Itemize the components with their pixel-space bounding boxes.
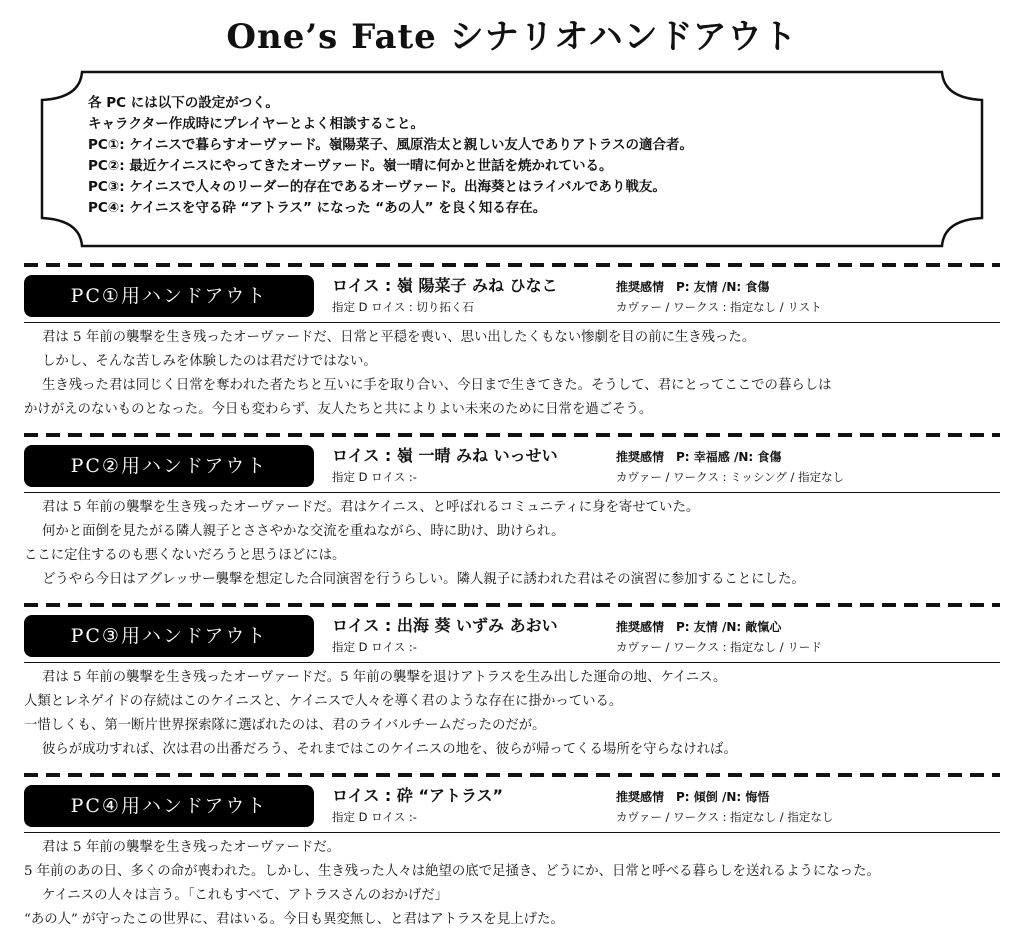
page-title: One’s Fate シナリオハンドアウト bbox=[226, 17, 798, 57]
handout-body bbox=[24, 836, 1004, 932]
body-line: 君は 5 年前の襲撃を生き残ったオーヴァードだ。 bbox=[42, 840, 341, 855]
handout-label: PC④用ハンドアウト bbox=[24, 785, 314, 827]
lois-name: ロイス : 嶺 陽菜子 みね ひなこ bbox=[332, 276, 558, 295]
section-rule bbox=[24, 322, 1000, 323]
body-line: 君は 5 年前の襲撃を生き残ったオーヴァードだ。君はケイニス、と呼ばれるコミュニティに身を寄せていた。 bbox=[42, 500, 700, 515]
body-line: 君は 5 年前の襲撃を生き残ったオーヴァードだ、日常と平穏を喪い、思い出したくもない惨劇を目の前に生き残った。 bbox=[42, 330, 756, 345]
dashed-divider bbox=[24, 433, 1000, 437]
handout-label: PC①用ハンドアウト bbox=[24, 275, 314, 317]
intro-line: PC②: 最近ケイニスにやってきたオーヴァード。嶺一晴に何かと世話を焼かれている。 bbox=[88, 158, 613, 174]
intro-line: PC③: ケイニスで人々のリーダー的存在であるオーヴァード。出海葵とはライバルであり戦友。 bbox=[88, 179, 666, 195]
handout-label: PC③用ハンドアウト bbox=[24, 615, 314, 657]
body-line: 君は 5 年前の襲撃を生き残ったオーヴァードだ。5 年前の襲撃を退けアトラスを生み出した運命の地、ケイニス。 bbox=[42, 670, 727, 685]
dashed-divider bbox=[24, 263, 1000, 267]
body-line: 5 年前のあの日、多くの命が喪われた。しかし、生き残った人々は絶望の底で足掻き、どうにか、日常と呼べる暮らしを送れるようになった。 bbox=[24, 864, 880, 879]
dashed-divider bbox=[24, 773, 1000, 777]
cover-works: カヴァー / ワークス : 指定なし / 指定なし bbox=[616, 810, 834, 824]
body-line: 何かと面倒を見たがる隣人親子とささやかな交流を重ねながら、時に助け、助けられ。 bbox=[42, 524, 565, 539]
body-line: かけがえのないものとなった。今日も変わらず、友人たちと共によりよい未来のために日常を過ごそう。 bbox=[24, 402, 653, 417]
body-line: 一惜しくも、第一断片世界探索隊に選ばれたのは、君のライバルチームだったのだが。 bbox=[24, 718, 546, 733]
body-line: 人類とレネゲイドの存続はこのケイニスと、ケイニスで人々を導く君のような存在に掛かっている。 bbox=[24, 694, 623, 709]
intro-line: PC①: ケイニスで暮らすオーヴァード。嶺陽菜子、風原浩太と親しい友人でありアトラスの適合者。 bbox=[88, 137, 693, 153]
designated-d-lois: 指定 D ロイス :- bbox=[332, 470, 417, 484]
body-line: どうやら今日はアグレッサー襲撃を想定した合同演習を行うらしい。隣人親子に誘われた君はその演習に参加することにした。 bbox=[42, 572, 805, 587]
body-line: しかし、そんな苦しみを体験したのは君だけではない。 bbox=[42, 354, 377, 369]
body-line: ケイニスの人々は言う。「これもすべて、アトラスさんのおかげだ」 bbox=[42, 888, 448, 903]
cover-works: カヴァー / ワークス : 指定なし / リスト bbox=[616, 300, 822, 314]
cover-works: カヴァー / ワークス : 指定なし / リード bbox=[616, 640, 822, 654]
lois-name: ロイス : 嶺 一晴 みね いっせい bbox=[332, 446, 558, 465]
body-line: “あの人” が守ったこの世界に、君はいる。今日も異変無し、と君はアトラスを見上げた。 bbox=[24, 912, 564, 927]
handout-body bbox=[24, 666, 1004, 762]
dashed-divider bbox=[24, 603, 1000, 607]
recommended-emotion: 推奨感情 P: 幸福感 /N: 食傷 bbox=[616, 450, 782, 464]
recommended-emotion: 推奨感情 P: 友情 /N: 敵愾心 bbox=[616, 620, 782, 634]
intro-line: PC④: ケイニスを守る砕 “アトラス” になった “あの人” を良く知る存在。 bbox=[88, 200, 547, 216]
recommended-emotion: 推奨感情 P: 傾倒 /N: 悔悟 bbox=[616, 790, 770, 804]
designated-d-lois: 指定 D ロイス :- bbox=[332, 810, 417, 824]
designated-d-lois: 指定 D ロイス :- bbox=[332, 640, 417, 654]
handout-body bbox=[24, 496, 1004, 592]
lois-name: ロイス : 砕 “アトラス” bbox=[332, 786, 504, 805]
lois-name: ロイス : 出海 葵 いずみ あおい bbox=[332, 616, 558, 635]
intro-line: キャラクター作成時にプレイヤーとよく相談すること。 bbox=[88, 116, 425, 132]
section-rule bbox=[24, 832, 1000, 833]
handout-label: PC②用ハンドアウト bbox=[24, 445, 314, 487]
intro-text bbox=[88, 93, 693, 219]
cover-works: カヴァー / ワークス : ミッシング / 指定なし bbox=[616, 470, 845, 484]
body-line: ここに定住するのも悪くないだろうと思うほどには。 bbox=[24, 548, 346, 563]
designated-d-lois: 指定 D ロイス : 切り拓く石 bbox=[332, 300, 474, 314]
intro-line: 各 PC には以下の設定がつく。 bbox=[88, 95, 279, 111]
section-rule bbox=[24, 492, 1000, 493]
recommended-emotion: 推奨感情 P: 友情 /N: 食傷 bbox=[616, 280, 770, 294]
handout-body bbox=[24, 326, 1004, 422]
body-line: 彼らが成功すれば、次は君の出番だろう、それまではこのケイニスの地を、彼らが帰ってくる場所を守らなければ。 bbox=[42, 742, 737, 757]
section-rule bbox=[24, 662, 1000, 663]
body-line: 生き残った君は同じく日常を奪われた者たちと互いに手を取り合い、今日まで生きてきた。そうして、君にとってここでの暮らしは bbox=[42, 378, 832, 393]
